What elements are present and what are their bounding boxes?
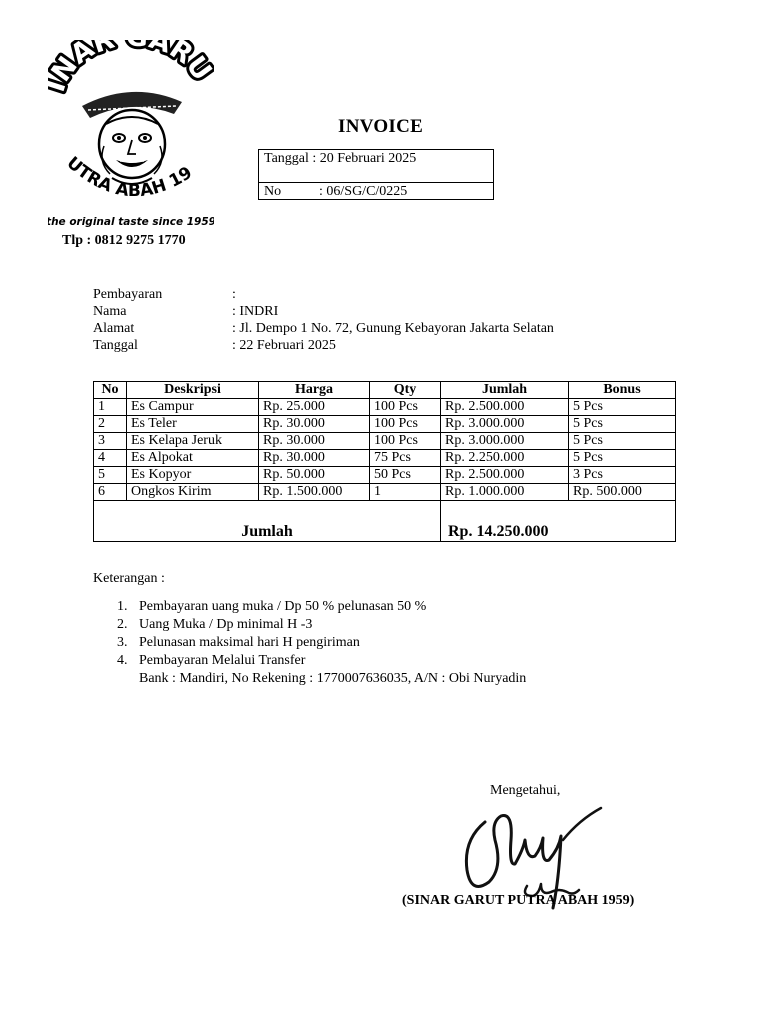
cell-bonus: Rp. 500.000: [569, 484, 676, 501]
info-label: Alamat: [93, 321, 135, 336]
cell-no: 2: [94, 416, 127, 433]
cell-qty: 75 Pcs: [370, 450, 441, 467]
info-row-name: [93, 303, 554, 320]
table-row: [94, 433, 676, 450]
cell-qty: 50 Pcs: [370, 467, 441, 484]
invoice-number-label: No: [264, 184, 282, 199]
cell-price: Rp. 30.000: [259, 416, 370, 433]
invoice-number: [264, 184, 407, 200]
table-row: [94, 416, 676, 433]
cell-amount: Rp. 3.000.000: [441, 433, 569, 450]
phone-number: Tlp : 0812 9275 1770: [62, 233, 186, 248]
cell-amount: Rp. 2.500.000: [441, 399, 569, 416]
table-header-row: [94, 382, 676, 399]
list-item: [93, 598, 526, 616]
meta-divider: [259, 182, 493, 183]
cell-no: 3: [94, 433, 127, 450]
invoice-title: INVOICE: [338, 116, 424, 137]
list-item: [93, 634, 526, 652]
cell-bonus: 5 Pcs: [569, 399, 676, 416]
invoice-number-value: : 06/SG/C/0225: [319, 184, 408, 199]
note-text: Uang Muka / Dp minimal H -3: [139, 617, 313, 632]
cell-no: 6: [94, 484, 127, 501]
note-number: 2.: [117, 617, 128, 632]
info-label: Nama: [93, 304, 127, 319]
list-item: [93, 652, 526, 670]
note-number: 3.: [117, 635, 128, 650]
cell-price: Rp. 30.000: [259, 433, 370, 450]
total-row: [94, 501, 676, 542]
logo-brand-top: NAR ARU: [48, 40, 214, 88]
table-row: [94, 484, 676, 501]
note-text: Bank : Mandiri, No Rekening : 1770007636035, A/N : Obi Nuryadin: [139, 671, 527, 686]
cell-description: Ongkos Kirim: [127, 484, 259, 501]
cell-bonus: 5 Pcs: [569, 450, 676, 467]
info-label: Pembayaran: [93, 287, 163, 302]
col-header-no: No: [94, 382, 127, 399]
items-table: [93, 381, 676, 542]
info-value: : Jl. Dempo 1 No. 72, Gunung Kebayoran Jakarta Selatan: [232, 321, 554, 336]
col-header-amount: Jumlah: [441, 382, 569, 399]
acknowledge-label: Mengetahui,: [490, 783, 561, 798]
cell-price: Rp. 30.000: [259, 450, 370, 467]
list-item: [93, 670, 526, 688]
info-row-address: [93, 320, 554, 337]
cell-description: Es Kopyor: [127, 467, 259, 484]
col-header-description: Deskripsi: [127, 382, 259, 399]
notes-list: [93, 598, 526, 688]
cell-price: Rp. 50.000: [259, 467, 370, 484]
brand-logo: [48, 40, 214, 232]
svg-text:SINAR GARUT: [48, 40, 214, 96]
cell-bonus: 3 Pcs: [569, 467, 676, 484]
cell-no: 4: [94, 450, 127, 467]
total-value: Rp. 14.250.000: [441, 501, 676, 542]
table-row: [94, 450, 676, 467]
logo-tagline: the original taste since 1959: [48, 216, 214, 228]
note-number: 4.: [117, 653, 128, 668]
note-number: 1.: [117, 599, 128, 614]
cell-description: Es Campur: [127, 399, 259, 416]
info-value: : 22 Februari 2025: [232, 338, 336, 353]
cell-qty: 100 Pcs: [370, 399, 441, 416]
info-value: :: [232, 287, 236, 302]
cell-qty: 100 Pcs: [370, 416, 441, 433]
customer-info: [93, 286, 554, 354]
col-header-qty: Qty: [370, 382, 441, 399]
invoice-meta-box: [258, 149, 494, 200]
cell-no: 5: [94, 467, 127, 484]
cell-description: Es Kelapa Jeruk: [127, 433, 259, 450]
cell-price: Rp. 1.500.000: [259, 484, 370, 501]
signer-name: (SINAR GARUT PUTRA ABAH 1959): [402, 893, 635, 908]
invoice-date: Tanggal : 20 Februari 2025: [264, 151, 417, 166]
note-text: Pembayaran uang muka / Dp 50 % pelunasan 50 %: [139, 599, 427, 614]
cell-no: 1: [94, 399, 127, 416]
cell-description: Es Teler: [127, 416, 259, 433]
cell-qty: 100 Pcs: [370, 433, 441, 450]
cell-amount: Rp. 1.000.000: [441, 484, 569, 501]
cell-bonus: 5 Pcs: [569, 416, 676, 433]
cell-amount: Rp. 3.000.000: [441, 416, 569, 433]
info-row-date: [93, 337, 554, 354]
cell-description: Es Alpokat: [127, 450, 259, 467]
cell-price: Rp. 25.000: [259, 399, 370, 416]
table-row: [94, 467, 676, 484]
col-header-bonus: Bonus: [569, 382, 676, 399]
info-value: : INDRI: [232, 304, 279, 319]
note-text: Pelunasan maksimal hari H pengiriman: [139, 635, 360, 650]
col-header-price: Harga: [259, 382, 370, 399]
info-row-payment: [93, 286, 554, 303]
logo-brand-bottom: UTRA ABAH 19: [62, 153, 196, 202]
cell-amount: Rp. 2.250.000: [441, 450, 569, 467]
info-label: Tanggal: [93, 338, 138, 353]
list-item: [93, 616, 526, 634]
cell-bonus: 5 Pcs: [569, 433, 676, 450]
table-row: [94, 399, 676, 416]
cell-qty: 1: [370, 484, 441, 501]
total-label: Jumlah: [94, 501, 441, 542]
notes-title: Keterangan :: [93, 571, 165, 586]
cell-amount: Rp. 2.500.000: [441, 467, 569, 484]
note-text: Pembayaran Melalui Transfer: [139, 653, 306, 668]
